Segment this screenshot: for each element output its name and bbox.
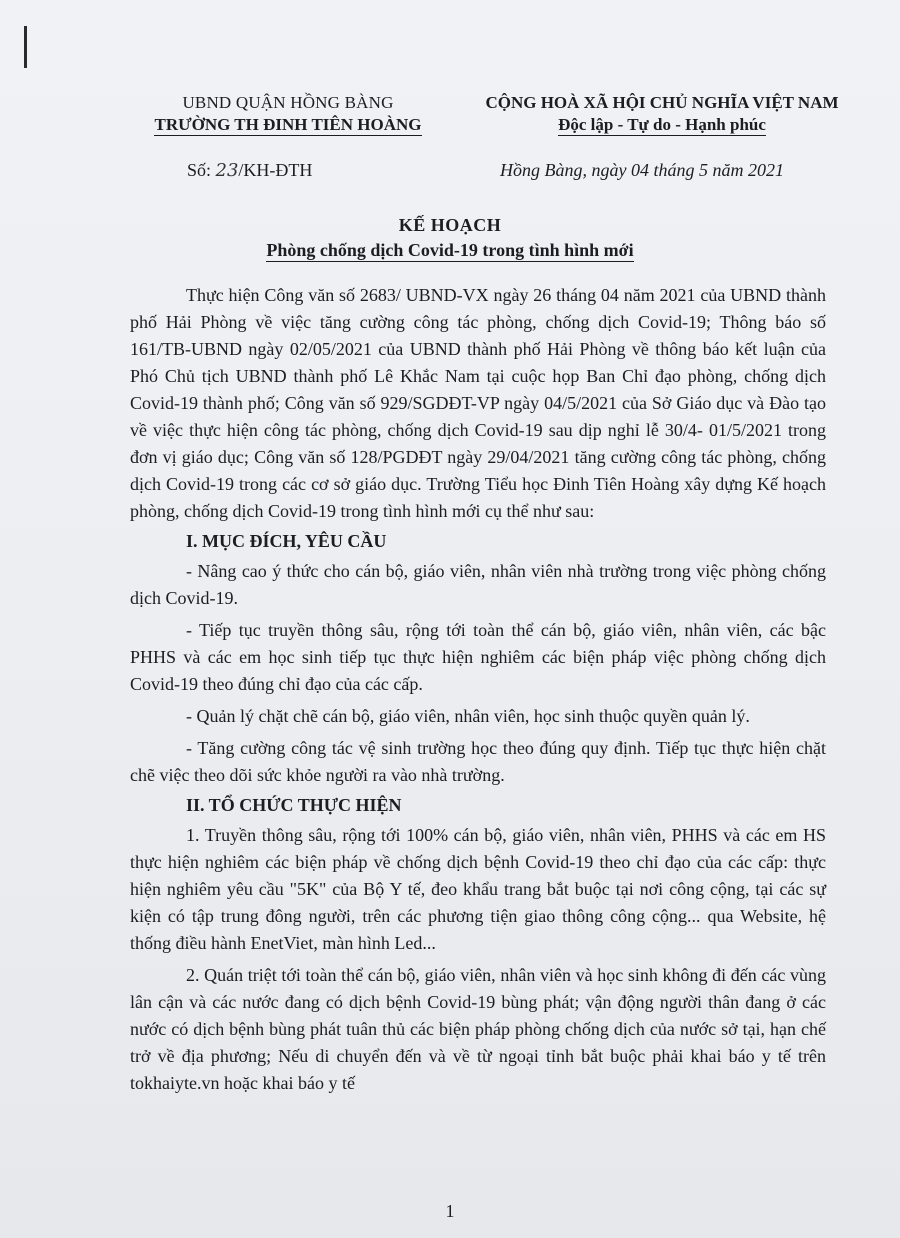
intro-paragraph: Thực hiện Công văn số 2683/ UBND-VX ngày 26 tháng 04 năm 2021 của UBND thành phố Hải Phòng về việc tăng cường công tác phòng, chống dịch Covid-19; Thông báo số 161/TB-UBND ngày 02/05/2021 của UBND thành phố Hải Phòng về thông báo kết luận của Phó Chủ tịch UBND thành phố Lê Khắc Nam tại cuộc họp Ban Chỉ đạo phòng, chống dịch Covid-19 thành phố; Công văn số 929/SGDĐT-VP ngày 04/5/2021 của Sở Giáo dục và Đào tạo về việc thực hiện công tác phòng, chống dịch Covid-19 sau dịp nghỉ lễ 30/4- 01/5/2021 trong đơn vị giáo dục; Công văn số 128/PGDĐT ngày 29/04/2021 tăng cường công tác phòng, chống dịch Covid-19 trong các cơ sở giáo dục. Trường Tiểu học Đinh Tiên Hoàng xây dựng Kế hoạch phòng, chống dịch Covid-19 trong tình hình mới cụ thể như sau:: [130, 285, 826, 521]
purpose-item: - Quản lý chặt chẽ cán bộ, giáo viên, nhân viên, học sinh thuộc quyền quản lý.: [186, 706, 750, 726]
national-name: CỘNG HOÀ XÃ HỘI CHỦ NGHĨA VIỆT NAM: [485, 93, 839, 112]
item-number: 1.: [186, 825, 200, 845]
national-motto-text: Độc lập - Tự do - Hạnh phúc: [558, 115, 766, 134]
item-text: Truyền thông sâu, rộng tới 100% cán bộ, giáo viên, nhân viên, PHHS và các em HS thực hiện nghiêm các biện pháp về chống dịch bệnh Covid-19 theo chỉ đạo của các cấp: thực hiện nghiêm yêu cầu "5K" của Bộ Y tế, đeo khẩu trang bắt buộc tại nơi công cộng, tại các sự kiện có tập trung đông người, trên các phương tiện giao thông công cộng... qua Website, hệ thống điều hành EnetViet, màn hình Led...: [130, 825, 826, 953]
implementation-item: [130, 822, 826, 957]
document-number: [187, 160, 312, 181]
implementation-item: [130, 962, 826, 1097]
item-number: 2.: [186, 965, 200, 985]
document-title: KẾ HOẠCH: [398, 215, 502, 235]
document-date: Hồng Bàng, ngày 04 tháng 5 năm 2021: [500, 160, 784, 180]
document-subtitle: [0, 240, 900, 261]
section-heading-implementation: II. TỔ CHỨC THỰC HIỆN: [186, 795, 402, 815]
margin-pen-mark: [24, 26, 27, 68]
issuer-school-text: TRƯỜNG TH ĐINH TIÊN HOÀNG: [154, 115, 422, 134]
document-body: [130, 282, 826, 1097]
item-text: Quán triệt tới toàn thể cán bộ, giáo viên, nhân viên và học sinh không đi đến các vùng lân cận và các nước đang có dịch bệnh Covid-19 bùng phát; vận động người thân đang ở các nước có dịch bệnh bùng phát tuân thủ các biện pháp phòng chống dịch của nước sở tại, hạn chế trở về địa phương; Nếu di chuyển đến và về từ ngoại tỉnh bắt buộc phải khai báo y tế trên tokhaiyte.vn hoặc khai báo y tế: [130, 965, 826, 1093]
national-motto: [452, 114, 872, 136]
issuer-district: UBND QUẬN HỒNG BÀNG: [182, 93, 394, 112]
national-header: [452, 92, 872, 136]
doc-number-prefix: Số:: [187, 160, 216, 180]
document-subtitle-text: Phòng chống dịch Covid-19 trong tình hình mới: [266, 240, 634, 260]
doc-number-handwritten: 23: [215, 160, 239, 181]
purpose-item: - Tiếp tục truyền thông sâu, rộng tới toàn thể cán bộ, giáo viên, nhân viên, các bậc PHHS và các em học sinh tiếp tục thực hiện nghiêm các biện pháp việc phòng chống dịch Covid-19 theo đúng chỉ đạo của các cấp.: [130, 620, 826, 694]
section-heading-purpose: I. MỤC ĐÍCH, YÊU CẦU: [186, 531, 387, 551]
purpose-item: - Tăng cường công tác vệ sinh trường học theo đúng quy định. Tiếp tục thực hiện chặt chẽ việc theo dõi sức khỏe người ra vào nhà trường.: [130, 738, 826, 785]
doc-number-suffix: /KH-ĐTH: [238, 160, 313, 180]
issuer-school: [108, 114, 468, 136]
purpose-item: - Nâng cao ý thức cho cán bộ, giáo viên, nhân viên nhà trường trong việc phòng chống dịch Covid-19.: [130, 561, 826, 608]
issuer-header: [108, 92, 468, 136]
page-number: 1: [445, 1201, 455, 1221]
